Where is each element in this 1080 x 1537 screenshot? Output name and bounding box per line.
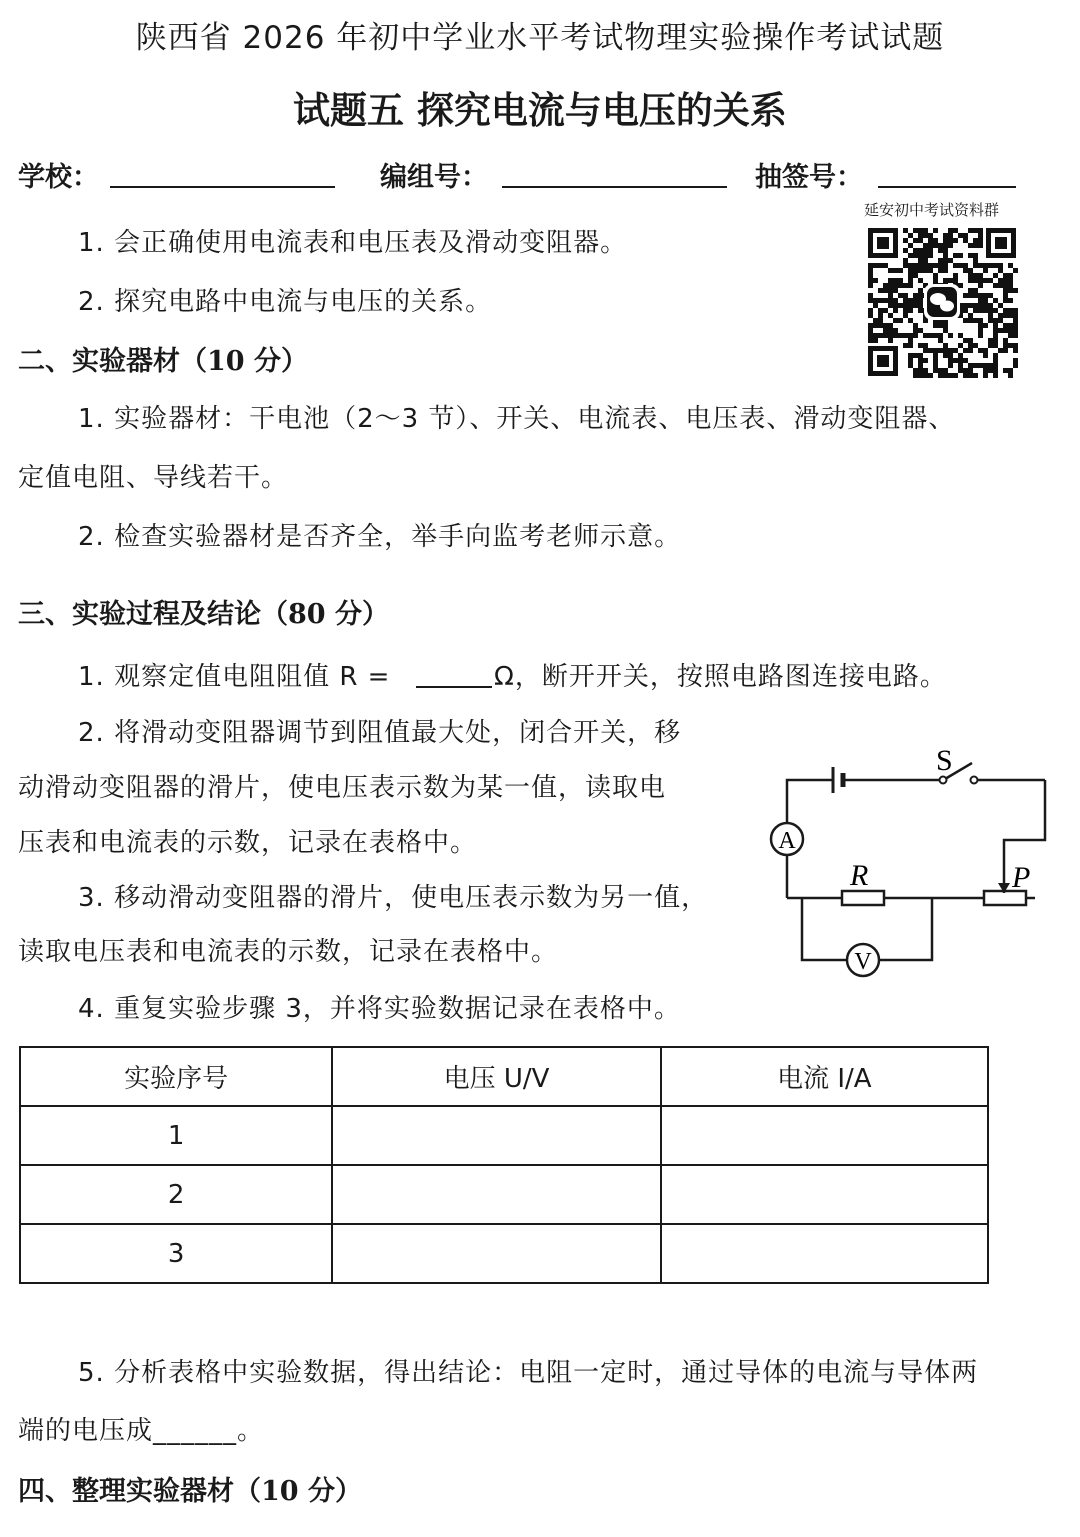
step-5a: 5. 分析表格中实验数据，得出结论：电阻一定时，通过导体的电流与导体两: [78, 1358, 979, 1388]
section-3-heading: 三、实验过程及结论（80 分）: [18, 599, 389, 630]
header-current: 电流 I/A: [661, 1047, 988, 1106]
equipment-line-cont: 定值电阻、导线若干。: [18, 463, 289, 493]
header-trial: 实验序号: [20, 1047, 332, 1106]
step-2b: 动滑动变阻器的滑片，使电压表示数为某一值，读取电: [18, 773, 667, 803]
lot-label: 抽签号：: [755, 162, 863, 193]
group-label: 编组号：: [380, 162, 488, 193]
resistance-blank[interactable]: [416, 686, 492, 688]
switch-label: S: [936, 744, 953, 777]
group-number-field[interactable]: [502, 186, 727, 188]
qr-code: [866, 226, 1018, 378]
ammeter-label: A: [778, 828, 796, 854]
qr-caption: 延安初中考试资料群: [864, 201, 1000, 219]
current-cell[interactable]: [661, 1165, 988, 1224]
section-2-heading: 二、实验器材（10 分）: [18, 346, 308, 377]
circuit-diagram: [760, 735, 1060, 985]
current-cell[interactable]: [661, 1224, 988, 1283]
data-table: [19, 1046, 989, 1284]
table-header-row: [20, 1047, 988, 1106]
step-2c: 压表和电流表的示数，记录在表格中。: [18, 828, 478, 858]
voltage-cell[interactable]: [332, 1106, 660, 1165]
section-4-heading: 四、整理实验器材（10 分）: [18, 1476, 362, 1507]
header-voltage: 电压 U/V: [332, 1047, 660, 1106]
trial-number: 3: [20, 1224, 332, 1283]
table-row: [20, 1106, 988, 1165]
trial-number: 1: [20, 1106, 332, 1165]
check-equipment: 2. 检查实验器材是否齐全，举手向监考老师示意。: [78, 522, 682, 552]
step-4: 4. 重复实验步骤 3，并将实验数据记录在表格中。: [78, 994, 681, 1024]
step-1-post: Ω，断开开关，按照电路图连接电路。: [494, 662, 947, 692]
resistor-label: R: [850, 859, 869, 892]
current-cell[interactable]: [661, 1106, 988, 1165]
rheostat-label: P: [1012, 861, 1031, 894]
objective-2: 2. 探究电路中电流与电压的关系。: [78, 287, 493, 317]
table-row: [20, 1165, 988, 1224]
step-1-pre: 1. 观察定值电阻阻值 R =: [78, 662, 391, 692]
trial-number: 2: [20, 1165, 332, 1224]
step-2a: 2. 将滑动变阻器调节到阻值最大处，闭合开关，移: [78, 718, 682, 748]
step-3a: 3. 移动滑动变阻器的滑片，使电压表示数为另一值，: [78, 883, 709, 913]
step-5b: 端的电压成______。: [18, 1416, 265, 1446]
school-label: 学校：: [18, 162, 99, 193]
exam-title: 陕西省 2026 年初中学业水平考试物理实验操作考试试题: [135, 20, 945, 56]
table-row: [20, 1224, 988, 1283]
voltage-cell[interactable]: [332, 1165, 660, 1224]
voltage-cell[interactable]: [332, 1224, 660, 1283]
objective-1: 1. 会正确使用电流表和电压表及滑动变阻器。: [78, 228, 628, 258]
equipment-line: 1. 实验器材：干电池（2～3 节）、开关、电流表、电压表、滑动变阻器、: [78, 404, 956, 434]
step-3b: 读取电压表和电流表的示数，记录在表格中。: [18, 937, 559, 967]
question-title: 试题五 探究电流与电压的关系: [293, 88, 787, 132]
school-field[interactable]: [110, 186, 335, 188]
lot-number-field[interactable]: [878, 186, 1016, 188]
voltmeter-label: V: [854, 949, 872, 975]
